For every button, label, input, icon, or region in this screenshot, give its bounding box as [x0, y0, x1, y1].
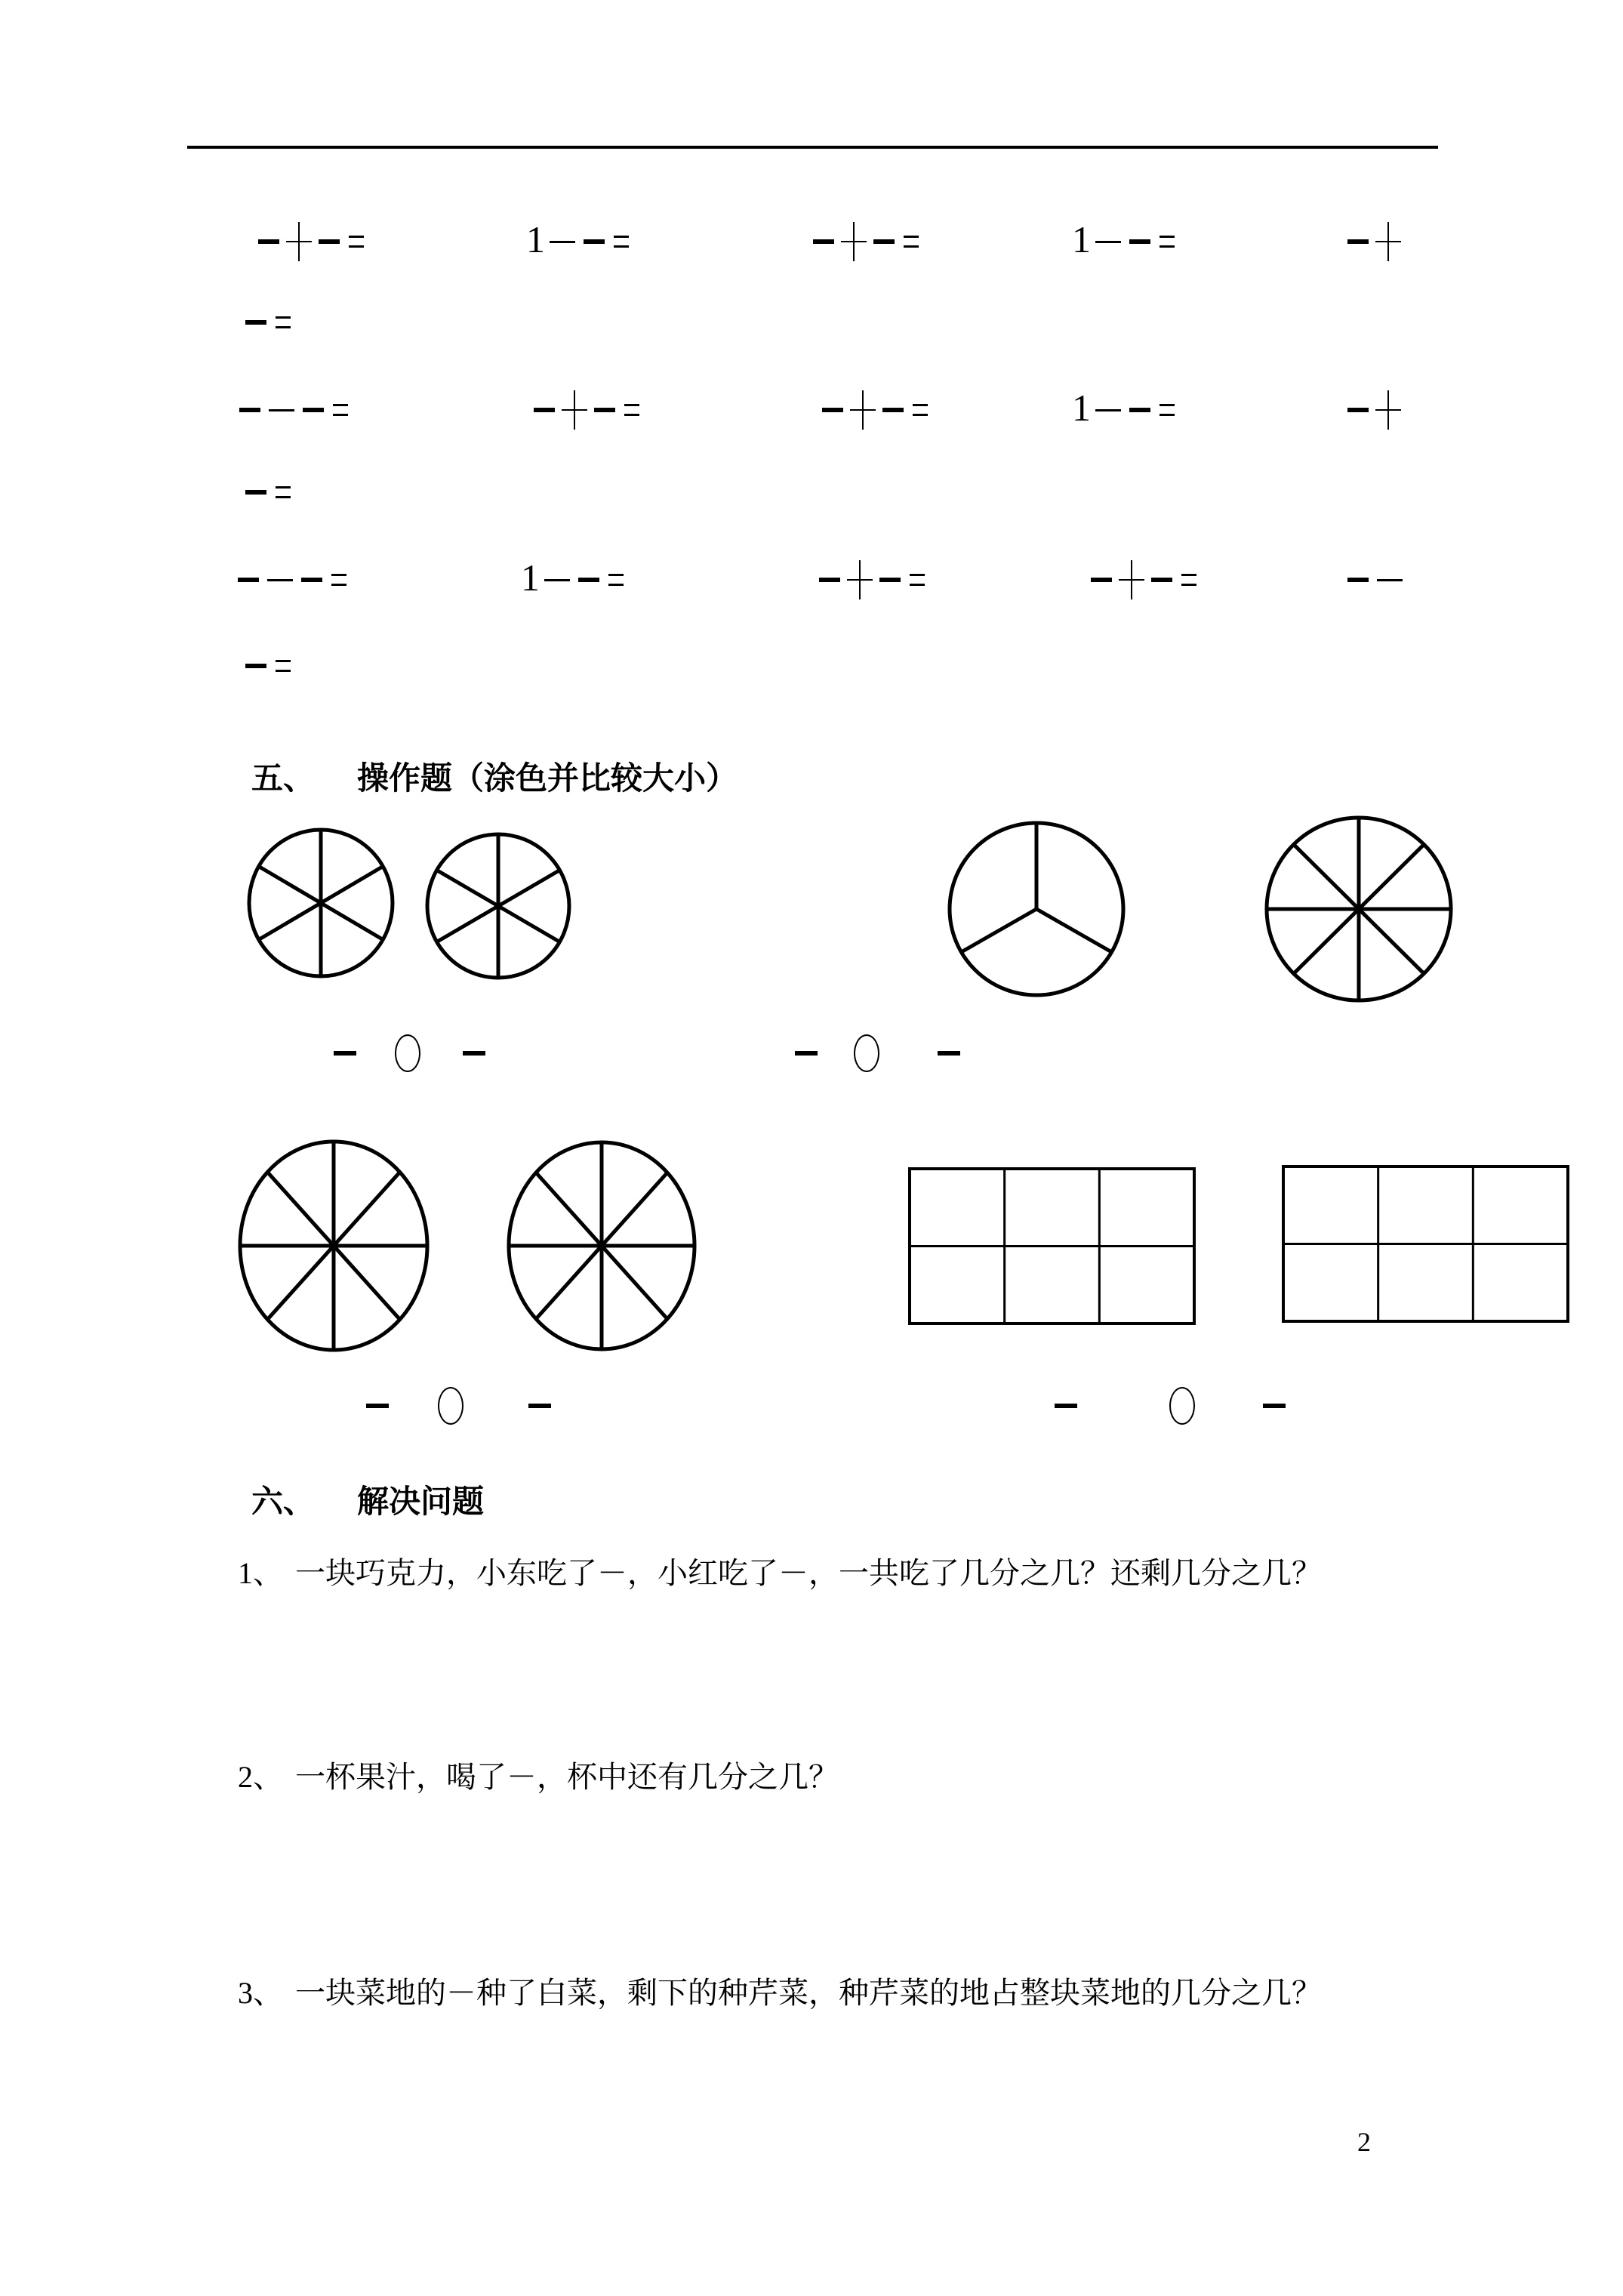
fraction-blank[interactable]	[795, 1051, 818, 1056]
equals-sign	[1160, 236, 1175, 248]
equals-sign	[904, 236, 919, 248]
fraction-blank[interactable]	[303, 408, 324, 412]
section-six-heading	[251, 1477, 484, 1522]
fraction-circle-6-parts[interactable]	[424, 831, 572, 981]
problem-text: 一块巧克力，小东吃了－，小红吃了－，一共吃了几分之几？还剩几分之几？	[295, 1556, 1322, 1590]
fraction-circle-8-parts[interactable]	[506, 1139, 698, 1352]
minus-sign	[550, 241, 575, 243]
fraction-blank[interactable]	[301, 578, 322, 582]
fraction-blank[interactable]	[1129, 239, 1150, 244]
equation-cell	[233, 559, 350, 601]
equals-sign	[1181, 574, 1196, 586]
numeral-one: 1	[526, 218, 545, 260]
fraction-blank[interactable]	[319, 239, 340, 244]
equals-sign	[913, 404, 928, 416]
equation-cell	[808, 220, 922, 263]
equals-sign	[608, 574, 624, 586]
equation-cell	[525, 220, 633, 263]
equation-cell	[240, 645, 294, 687]
equation-cell	[1342, 220, 1403, 263]
fraction-blank[interactable]	[594, 408, 615, 412]
equation-cell	[253, 220, 368, 263]
fraction-blank[interactable]	[334, 1051, 356, 1056]
problem-text: 一块菜地的－种了白菜，剩下的种芹菜，种芹菜的地占整块菜地的几分之几？	[295, 1976, 1322, 2010]
fraction-blank[interactable]	[1091, 578, 1112, 582]
minus-sign	[267, 579, 293, 581]
fraction-blank[interactable]	[245, 490, 266, 495]
equals-sign	[349, 236, 364, 248]
plus-sign	[1119, 560, 1144, 599]
fraction-blank[interactable]	[1347, 578, 1369, 582]
plus-sign	[847, 560, 873, 599]
fraction-blank[interactable]	[873, 239, 895, 244]
problem-number: 1、	[238, 1556, 283, 1590]
fraction-blank[interactable]	[1151, 578, 1172, 582]
divider-line	[1036, 909, 1112, 952]
plus-sign	[562, 390, 587, 430]
equation-cell	[1086, 559, 1200, 601]
plus-sign	[841, 222, 867, 261]
fraction-blank[interactable]	[1263, 1404, 1286, 1408]
fraction-blank[interactable]	[584, 239, 605, 244]
equation-cell	[240, 301, 294, 344]
numeral-one: 1	[1072, 218, 1091, 260]
plus-sign	[1375, 222, 1401, 261]
word-problem-2	[238, 1753, 839, 1796]
equals-sign	[276, 486, 291, 498]
divider-line	[961, 909, 1036, 952]
equals-sign	[614, 236, 629, 248]
equals-sign	[276, 316, 291, 328]
page-number: 2	[1357, 2127, 1371, 2157]
fraction-blank[interactable]	[463, 1051, 485, 1056]
plus-sign	[1375, 390, 1401, 430]
fraction-blank[interactable]	[1347, 408, 1369, 412]
fraction-blank[interactable]	[813, 239, 834, 244]
fraction-blank[interactable]	[1055, 1404, 1077, 1408]
fraction-blank[interactable]	[879, 578, 901, 582]
equation-cell	[240, 471, 294, 513]
fraction-blank[interactable]	[1347, 239, 1369, 244]
equals-sign	[331, 574, 346, 586]
problem-number: 2、	[238, 1760, 283, 1794]
fraction-blank[interactable]	[239, 408, 260, 412]
equation-cell	[234, 389, 352, 431]
fraction-circle-6-parts[interactable]	[246, 827, 396, 979]
fraction-blank[interactable]	[245, 320, 266, 325]
equals-sign	[910, 574, 925, 586]
minus-sign	[544, 579, 570, 581]
compare-circle[interactable]	[438, 1387, 463, 1425]
fraction-blank[interactable]	[258, 239, 279, 244]
equation-cell	[1070, 220, 1178, 263]
equation-cell	[1342, 389, 1403, 431]
section-five-heading	[251, 754, 738, 799]
minus-sign	[269, 409, 294, 411]
equals-sign	[624, 404, 639, 416]
fraction-blank[interactable]	[534, 408, 555, 412]
fraction-blank[interactable]	[578, 578, 599, 582]
word-problem-3	[238, 1969, 1322, 2012]
compare-circle[interactable]	[854, 1034, 879, 1072]
fraction-blank[interactable]	[938, 1051, 960, 1056]
fraction-blank[interactable]	[819, 578, 840, 582]
equation-cell	[1342, 559, 1406, 601]
numeral-one: 1	[521, 556, 540, 599]
fraction-blank[interactable]	[366, 1404, 389, 1408]
equals-sign	[276, 660, 291, 672]
fraction-circle-3-parts[interactable]	[947, 820, 1126, 998]
plus-sign	[850, 390, 876, 430]
fraction-blank[interactable]	[882, 408, 904, 412]
equals-sign	[333, 404, 348, 416]
fraction-blank[interactable]	[822, 408, 843, 412]
fraction-circle-8-parts[interactable]	[1264, 815, 1454, 1003]
equals-sign	[1160, 404, 1175, 416]
section-six-title: 解决问题	[357, 1485, 485, 1520]
equation-cell	[814, 559, 929, 601]
fraction-blank[interactable]	[1129, 408, 1150, 412]
problem-number: 3、	[238, 1976, 283, 2010]
header-rule	[187, 146, 1438, 149]
section-five-title: 操作题（涂色并比较大小）	[357, 762, 738, 797]
compare-circle[interactable]	[1169, 1387, 1195, 1425]
compare-circle[interactable]	[395, 1034, 420, 1072]
fraction-circle-8-parts[interactable]	[237, 1139, 430, 1353]
equation-cell	[519, 556, 627, 601]
word-problem-1	[238, 1549, 1322, 1592]
minus-sign	[1095, 409, 1121, 411]
section-six-label: 六、	[251, 1485, 316, 1520]
equation-cell	[528, 389, 643, 431]
section-five-label: 五、	[251, 762, 316, 797]
fraction-grid-6-cells[interactable]	[907, 1166, 1197, 1327]
problem-text: 一杯果汁，喝了－，杯中还有几分之几？	[295, 1760, 839, 1794]
fraction-grid-6-cells[interactable]	[1280, 1163, 1571, 1324]
fraction-blank[interactable]	[528, 1404, 551, 1408]
minus-sign	[1095, 241, 1121, 243]
equation-cell	[1070, 389, 1178, 431]
minus-sign	[1377, 579, 1403, 581]
fraction-blank[interactable]	[245, 664, 266, 668]
numeral-one: 1	[1072, 387, 1091, 429]
plus-sign	[286, 222, 312, 261]
equation-cell	[817, 389, 932, 431]
fraction-blank[interactable]	[238, 578, 259, 582]
